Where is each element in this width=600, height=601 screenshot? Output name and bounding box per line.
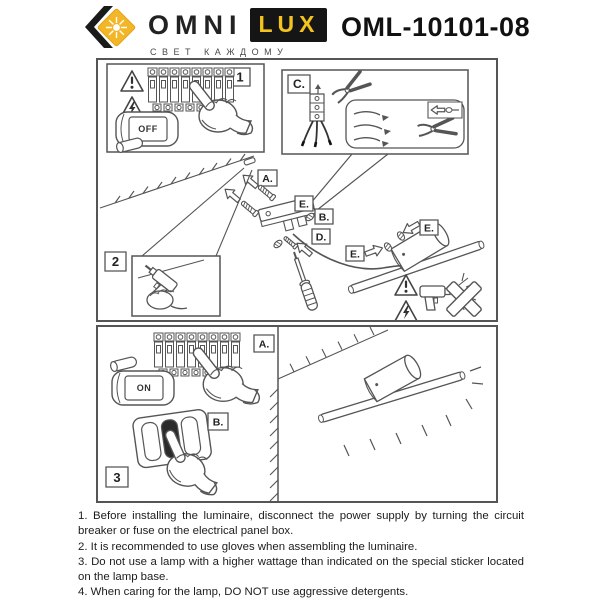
part-label-b xyxy=(315,209,333,224)
brand-name-primary: OMNI xyxy=(148,9,243,40)
instruction-item-1: 1. Before installing the luminaire, disconnect the power supply by turning the circuit breaker or fuse on the electrical panel box. xyxy=(78,510,524,538)
part-label-c xyxy=(288,75,310,93)
wall-edge-hatching xyxy=(100,154,254,208)
no-drilling-icon xyxy=(420,273,482,317)
instruction-item-2: 2. It is recommended to use gloves when assembling the luminaire. xyxy=(78,540,418,553)
brand-tagline: СВЕТ КАЖДОМУ xyxy=(150,47,289,57)
mounted-lamp-scene xyxy=(270,327,483,501)
svg-text:A.: A. xyxy=(262,173,273,185)
switch-on xyxy=(110,356,174,405)
svg-text:1: 1 xyxy=(236,69,244,85)
part-label-e xyxy=(295,196,313,211)
part-label-d xyxy=(312,229,330,244)
instructions-text-block xyxy=(78,509,524,601)
mounted-lamp xyxy=(308,340,466,423)
arrow-toward-lamp-icon xyxy=(364,243,385,260)
panel-wiring-detail-c xyxy=(282,70,468,214)
lamp-assembly xyxy=(337,209,485,294)
svg-text:E.: E. xyxy=(424,222,434,235)
step-2-label xyxy=(105,252,126,271)
sticker-roll-icon xyxy=(110,356,138,372)
model-number-title: OML-10101-08 xyxy=(341,12,531,42)
svg-text:D.: D. xyxy=(315,231,327,244)
diagram-installation-top xyxy=(96,58,498,322)
warning-electricity-icon xyxy=(395,301,417,320)
part-label-a xyxy=(258,170,277,186)
part-label-a xyxy=(254,335,274,352)
svg-text:B.: B. xyxy=(212,416,224,429)
panel-step-1-power-off xyxy=(107,64,264,153)
screwdriver-icon xyxy=(289,250,318,311)
instruction-item-3: 3. Do not use a lamp with a higher wattage than indicated on the special sticker located on the lamp base. xyxy=(78,555,524,584)
part-label-b xyxy=(208,413,228,430)
svg-text:E.: E. xyxy=(350,248,360,261)
panel-step-3-power-on xyxy=(106,333,274,496)
mounting-bracket xyxy=(258,196,333,259)
svg-text:C.: C. xyxy=(293,77,305,91)
callout-pointer-lines xyxy=(305,154,388,214)
diagram-installation-bottom xyxy=(96,325,498,503)
fastener-oval-icon xyxy=(273,239,284,249)
svg-text:B.: B. xyxy=(318,211,330,224)
svg-text:ON: ON xyxy=(136,383,152,393)
screw-anchor-icon xyxy=(240,200,259,217)
instruction-item-4: 4. When caring for the lamp, DO NOT use aggressive detergents. xyxy=(78,586,409,599)
brand-logo-icon xyxy=(78,2,142,56)
svg-text:2: 2 xyxy=(111,254,120,269)
brand-name-secondary: LUX xyxy=(250,8,327,42)
crimp-callout-bubble xyxy=(346,100,464,148)
arrow-toward-wall-icon xyxy=(222,185,243,205)
svg-text:A.: A. xyxy=(258,338,270,351)
svg-text:OFF: OFF xyxy=(138,124,158,134)
brand-block xyxy=(148,8,327,57)
part-label-e xyxy=(346,246,364,261)
part-label-e xyxy=(420,220,438,235)
svg-text:E.: E. xyxy=(299,198,309,211)
step-3-label xyxy=(106,467,128,487)
svg-text:3: 3 xyxy=(113,470,121,485)
